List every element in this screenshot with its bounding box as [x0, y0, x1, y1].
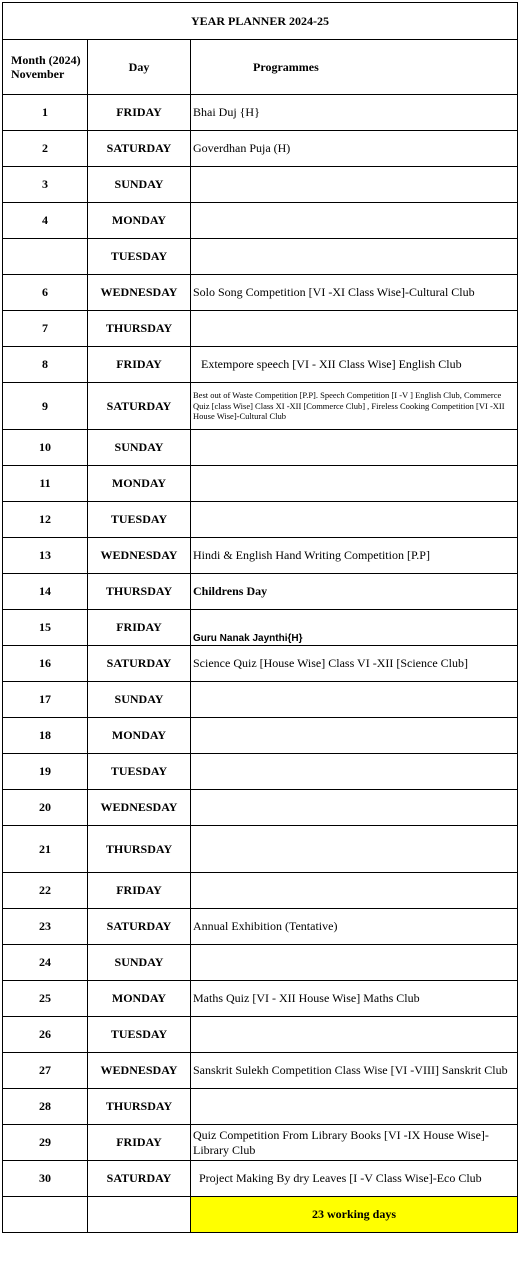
date-cell: 20	[3, 790, 88, 826]
day-cell: TUESDAY	[88, 754, 191, 790]
programme-cell	[191, 945, 518, 981]
day-cell: WEDNESDAY	[88, 1053, 191, 1089]
table-row	[3, 873, 518, 909]
table-row	[3, 945, 518, 981]
day-cell: SUNDAY	[88, 682, 191, 718]
date-cell: 19	[3, 754, 88, 790]
day-cell: TUESDAY	[88, 239, 191, 275]
date-cell: 27	[3, 1053, 88, 1089]
programme-cell: Solo Song Competition [VI -XI Class Wise]-Cultural Club	[191, 275, 518, 311]
table-row	[3, 1053, 518, 1089]
date-cell: 24	[3, 945, 88, 981]
date-cell: 10	[3, 430, 88, 466]
day-cell: SATURDAY	[88, 383, 191, 430]
date-cell: 14	[3, 574, 88, 610]
day-cell: FRIDAY	[88, 95, 191, 131]
programme-cell: Science Quiz [House Wise] Class VI -XII [Science Club]	[191, 646, 518, 682]
day-cell: SUNDAY	[88, 945, 191, 981]
programme-cell: Maths Quiz [VI - XII House Wise] Maths Club	[191, 981, 518, 1017]
table-row	[3, 754, 518, 790]
date-cell: 17	[3, 682, 88, 718]
table-row	[3, 502, 518, 538]
date-cell: 3	[3, 167, 88, 203]
table-row	[3, 826, 518, 873]
date-cell: 29	[3, 1125, 88, 1161]
date-cell: 2	[3, 131, 88, 167]
table-row	[3, 646, 518, 682]
day-cell: FRIDAY	[88, 610, 191, 646]
programme-cell	[191, 1017, 518, 1053]
day-cell: MONDAY	[88, 981, 191, 1017]
day-cell: THURSDAY	[88, 1089, 191, 1125]
programme-cell: Annual Exhibition (Tentative)	[191, 909, 518, 945]
programme-cell: Guru Nanak Jaynthi{H}	[191, 610, 518, 646]
day-cell: FRIDAY	[88, 1125, 191, 1161]
date-cell: 4	[3, 203, 88, 239]
table-row	[3, 311, 518, 347]
programme-cell: Goverdhan Puja (H)	[191, 131, 518, 167]
table-row	[3, 430, 518, 466]
table-row	[3, 610, 518, 646]
day-cell: SATURDAY	[88, 909, 191, 945]
total-row	[3, 1197, 518, 1233]
programme-cell	[191, 311, 518, 347]
programme-cell	[191, 502, 518, 538]
programme-cell	[191, 203, 518, 239]
day-cell: WEDNESDAY	[88, 275, 191, 311]
day-cell: SATURDAY	[88, 131, 191, 167]
day-cell: FRIDAY	[88, 347, 191, 383]
day-cell: TUESDAY	[88, 502, 191, 538]
date-cell: 18	[3, 718, 88, 754]
date-cell: 28	[3, 1089, 88, 1125]
date-cell	[3, 239, 88, 275]
programme-cell	[191, 682, 518, 718]
table-row	[3, 682, 518, 718]
table-row	[3, 131, 518, 167]
programme-cell: Extempore speech [VI - XII Class Wise] English Club	[191, 347, 518, 383]
date-cell: 7	[3, 311, 88, 347]
date-cell: 1	[3, 95, 88, 131]
table-row	[3, 538, 518, 574]
date-cell: 13	[3, 538, 88, 574]
day-cell: WEDNESDAY	[88, 790, 191, 826]
day-cell: TUESDAY	[88, 1017, 191, 1053]
programme-cell	[191, 466, 518, 502]
programme-cell: Sanskrit Sulekh Competition Class Wise [VI -VIII] Sanskrit Club	[191, 1053, 518, 1089]
header-row	[3, 40, 518, 95]
date-cell: 30	[3, 1161, 88, 1197]
date-cell: 22	[3, 873, 88, 909]
header-programmes: Programmes	[191, 40, 518, 95]
date-cell: 16	[3, 646, 88, 682]
day-cell: THURSDAY	[88, 311, 191, 347]
date-cell: 26	[3, 1017, 88, 1053]
programme-cell: Hindi & English Hand Writing Competition [P.P]	[191, 538, 518, 574]
working-days-total: 23 working days	[191, 1197, 518, 1233]
day-cell: THURSDAY	[88, 826, 191, 873]
date-cell: 21	[3, 826, 88, 873]
programme-cell: Project Making By dry Leaves [I -V Class Wise]-Eco Club	[191, 1161, 518, 1197]
table-row	[3, 1125, 518, 1161]
programme-cell	[191, 790, 518, 826]
programme-cell	[191, 826, 518, 873]
date-cell: 11	[3, 466, 88, 502]
table-row	[3, 790, 518, 826]
table-row	[3, 1161, 518, 1197]
date-cell: 12	[3, 502, 88, 538]
day-cell: SUNDAY	[88, 430, 191, 466]
date-cell: 9	[3, 383, 88, 430]
table-row	[3, 909, 518, 945]
table-row	[3, 1089, 518, 1125]
day-cell: MONDAY	[88, 718, 191, 754]
table-row	[3, 275, 518, 311]
programme-cell: Bhai Duj {H}	[191, 95, 518, 131]
table-row	[3, 347, 518, 383]
table-row	[3, 1017, 518, 1053]
table-row	[3, 167, 518, 203]
programme-cell: Best out of Waste Competition [P.P]. Speech Competition [I -V ] English Club, Commerce Quiz [class Wise] Class XI -XII [Commerce Club] , Fireless Cooking Competition [VI -XII House Wise]-Cultural Club	[191, 383, 518, 430]
programme-cell	[191, 1089, 518, 1125]
day-cell: FRIDAY	[88, 873, 191, 909]
programme-cell	[191, 718, 518, 754]
title-row	[3, 3, 518, 40]
day-cell: WEDNESDAY	[88, 538, 191, 574]
table-row	[3, 718, 518, 754]
day-cell: MONDAY	[88, 203, 191, 239]
table-row	[3, 466, 518, 502]
programme-cell	[191, 167, 518, 203]
table-row	[3, 203, 518, 239]
year-planner-table	[2, 2, 518, 1233]
day-cell: THURSDAY	[88, 574, 191, 610]
empty-cell	[88, 1197, 191, 1233]
programme-cell: Childrens Day	[191, 574, 518, 610]
programme-cell: Quiz Competition From Library Books [VI -IX House Wise]-Library Club	[191, 1125, 518, 1161]
programme-cell	[191, 239, 518, 275]
table-row	[3, 383, 518, 430]
day-cell: SATURDAY	[88, 646, 191, 682]
day-cell: SUNDAY	[88, 167, 191, 203]
table-row	[3, 95, 518, 131]
header-month: Month (2024) November	[3, 40, 88, 95]
day-cell: SATURDAY	[88, 1161, 191, 1197]
table-row	[3, 574, 518, 610]
date-cell: 23	[3, 909, 88, 945]
empty-cell	[3, 1197, 88, 1233]
table-row	[3, 239, 518, 275]
programme-cell	[191, 754, 518, 790]
programme-cell	[191, 873, 518, 909]
programme-cell	[191, 430, 518, 466]
planner-title: YEAR PLANNER 2024-25	[3, 3, 518, 40]
day-cell: MONDAY	[88, 466, 191, 502]
date-cell: 6	[3, 275, 88, 311]
date-cell: 15	[3, 610, 88, 646]
table-row	[3, 981, 518, 1017]
date-cell: 25	[3, 981, 88, 1017]
date-cell: 8	[3, 347, 88, 383]
header-day: Day	[88, 40, 191, 95]
